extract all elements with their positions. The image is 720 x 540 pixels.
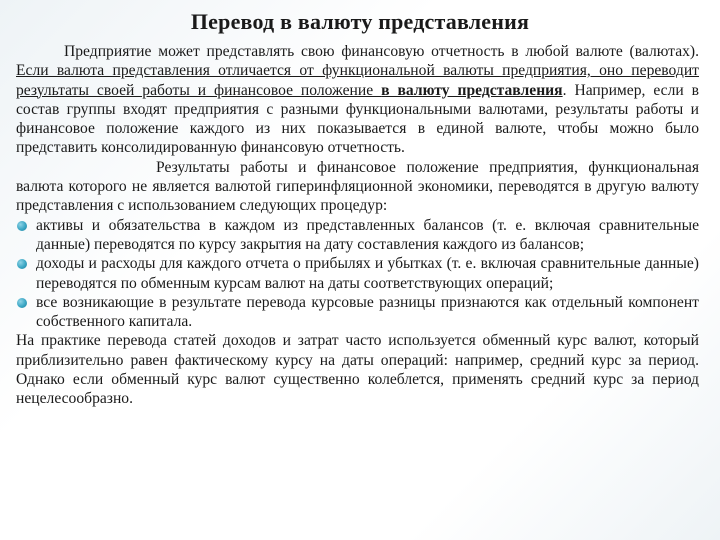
paragraph-procedures: Результаты работы и финансовое положение предприятия, функциональная валюта которого не является валютой гиперинфляционной экономики, переводятся в другую валюту представления с использованием следующих процедур:: [16, 158, 699, 215]
bullet-icon: [17, 221, 27, 231]
list-item-text: активы и обязательства в каждом из представленных балансов (т. е. включая сравнительные данные) переводятся по курсу закрытия на дату составления каждого из балансов;: [36, 216, 699, 253]
slide-title: Перевод в валюту представления: [190, 9, 530, 34]
list-item: [16, 293, 699, 332]
intro-text-end: . Например, если в состав группы входят предприятия с разными функциональными валютами, результаты работы и финансовое положение каждого из них показывается в единой валюте, чтобы можно было представить консолидированную финансовую отчетность.: [16, 81, 700, 157]
bullet-icon: [17, 298, 27, 308]
list-item-text: доходы и расходы для каждого отчета о прибылях и убытках (т. е. включая сравнительные данные) переводятся по обменным курсам валют на даты соответствующих операций;: [36, 255, 699, 292]
paragraph-intro: [16, 42, 699, 158]
intro-underlined-text: Если валюта представления отличается от функциональной валюты предприятия, оно переводит результаты своей работы и финансовое положение: [16, 62, 699, 99]
slide-body: [16, 42, 699, 409]
procedure-list: [16, 216, 699, 332]
list-item: [16, 216, 699, 255]
list-item-text: все возникающие в результате перевода курсовые разницы признаются как отдельный компонент собственного капитала.: [36, 293, 699, 331]
list-item: [16, 254, 699, 293]
intro-text: Предприятие может представлять свою финансовую отчетность в любой валюте (валютах).: [64, 43, 699, 60]
bullet-icon: [17, 259, 27, 269]
intro-bold-text: в валюту представления: [381, 81, 563, 99]
paragraph-practice: На практике перевода статей доходов и затрат часто используется обменный курс валют, который приблизительно равен фактическому курсу на даты операций: например, средний курс за период. Однако если обменный курс валют существенно колеблется, применять средний курс за период нецелесообразно.: [16, 332, 699, 408]
